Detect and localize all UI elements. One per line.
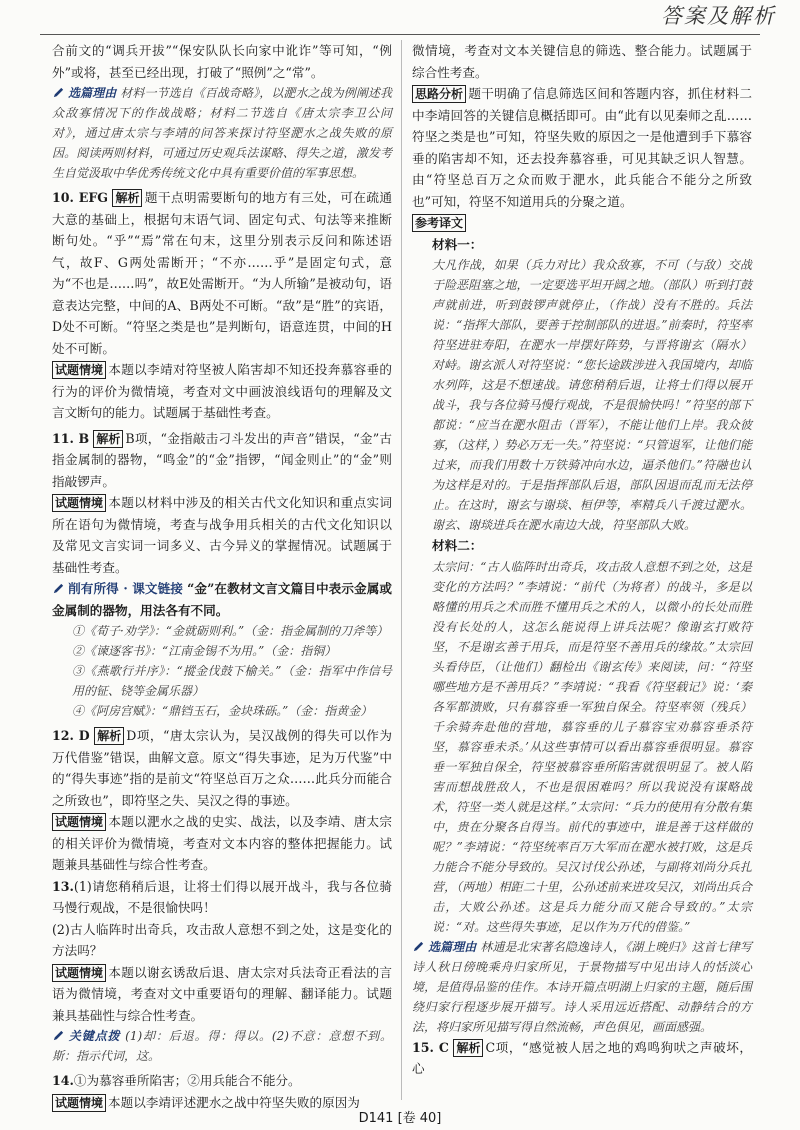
selection-reason-poem-text: 林逋是北宋著名隐逸诗人，《湖上晚归》这首七律写诗人秋日傍晚乘舟归家所见，于景物描写中见出诗人的恬淡心境，是值得品鉴的佳作。本诗开篇点明湖上归家的主题，随后围绕归家行程逐步展开描写。诗人采用远近搭配、动静结合的方法，将归家所见描写得自然流畅，声色俱见，画面感强。 [412,939,752,1034]
q15-analysis-tag: 解析 [453,1039,483,1057]
thinking-analysis-text: 题干明确了信息筛选区间和答题内容，抓住材料二中李靖回答的关键信息概括即可。由“此有以见秦师之乱……符坚之类是也”可知，符坚失败的原因之一是他遭到手下慕容垂的陷害却不知，还去投奔慕容垂，可见其缺乏识人智慧。由“符坚总百万之众而败于淝水，此兵能合不能分之所致也”可知，符坚不知道用兵的分聚之道。 [412,86,752,209]
pen-icon [52,582,65,595]
key-point-note [52,1026,392,1066]
q14-situation-text: 本题以李靖评述淝水之战中符坚失败的原因为 [108,1094,360,1110]
q12-text: D项，“唐太宗认为，吴汉战例的得失可以作为万代借鉴”错误，曲解文意。原文“得失事迹，足为万代鉴”中的“得失事迹”指的是前文“符坚总百万之众……此兵分而能合之所致也”，即符坚之失、吴汉之得的事迹。 [52,728,392,808]
q14-situation-tag: 试题情境 [52,1094,106,1112]
pen-icon [52,1029,65,1042]
header-rule [40,34,760,35]
course-link-item: ④《阿房宫赋》：“鼎铛玉石，金块珠砾。”（金：指黄金） [72,704,373,718]
course-link-text: “金”在教材文言文篇目中表示金属或金属制的器物，用法各有不同。 [52,581,392,618]
key-point-label: 关键点拨 [68,1029,121,1043]
selection-reason-note [52,83,392,183]
q12-situation-text: 本题以淝水之战的史实、战法，以及李靖、唐太宗的相关评价为微情境，考查对文本内容的整体把握能力。试题兼具基础性与综合性考查。 [52,814,392,872]
material-2-title: 材料二： [432,538,483,553]
q13-answer-2: (2)古人临阵时出奇兵，攻击敌人意想不到之处，这是变化的方法吗？ [52,921,392,958]
q13-situation-text: 本题以谢玄诱敌后退、唐太宗对兵法奇正看法的言语为微情境，考查对文中重要语句的理解、翻译能力。试题兼具基础性与综合性考查。 [52,964,392,1023]
course-link-block [52,578,392,621]
page-header-title: 答案及解析 [661,4,776,28]
thinking-analysis-tag: 思路分析 [412,85,466,103]
q12-number: 12. D [52,728,90,743]
q10-situation [52,359,392,424]
q10-situation-tag: 试题情境 [52,361,106,379]
selection-reason-label: 选篇理由 [68,86,117,100]
selection-reason-poem [412,937,752,1037]
right-paragraph-1: 微情境，考查对文本关键信息的筛选、整合能力。试题属于综合性考查。 [412,43,752,80]
q10-situation-text: 本题以李靖对符坚被人陷害却不知还投奔慕容垂的行为的评价为微情境，考查对文中画波浪线语句的理解及文言文断句的能力。试题属于基础性考查。 [52,362,392,420]
key-point-text: (1)却：后退。得：得以。(2)不意：意想不到。斯：指示代词，这。 [52,1029,392,1063]
q12-analysis-tag: 解析 [94,727,124,745]
q10-text: 题干点明需要断句的地方有三处，可在疏通大意的基础上，根据句末语气词、固定句式、句法等来推断断句处。“乎”“焉”常在句末，这里分别表示反问和陈述语气，故F、G两处需断开；“不亦……乎”是固定句式，意为“不也是……吗”，故E处需断开。“为人所输”是被动句，语意表达完整，中间的A、B两处不可断。“敌”是“胜”的宾语，D处不可断。“符坚之类是也”是判断句，语意连贯，中间的H处不可断。 [52,190,392,356]
pen-icon [52,86,65,99]
q13-number: 13. [52,878,74,894]
selection-reason-text: 材料一节选自《百战奇略》，以淝水之战为例阐述我众敌寡情况下的作战战略；材料二节选自《唐太宗李卫公问对》，通过唐太宗与李靖的问答来探讨符坚淝水之战失败的原因。阅读两则材料，可通过历史观兵法谋略、得失之道，激发考生自觉汲取中华优秀传统文化中具有重要价值的军事思想。 [52,86,392,180]
translation-tag: 参考译文 [412,214,466,232]
q11-situation [52,492,392,578]
q15-text: C项，“感觉被人居之地的鸡鸣狗吠之声破坏，心 [412,1039,752,1076]
q12-block [52,725,392,811]
q13-block [52,876,392,919]
pen-icon [412,940,425,953]
q13-answer-1: (1)请您稍稍后退，让将士们得以展开战斗，我与各位骑马慢行观战，不是很愉快吗！ [52,878,392,915]
q14-number: 14. [52,1073,74,1088]
q12-situation [52,811,392,876]
q14-block [52,1070,392,1092]
page-number: D141 [卷 40] [358,1111,442,1126]
right-column [412,40,752,1100]
q11-analysis-tag: 解析 [93,430,123,448]
q10-analysis-tag: 解析 [112,189,142,207]
q15-number: 15. C [412,1039,449,1055]
q11-situation-tag: 试题情境 [52,494,106,512]
course-link-item: ①《荀子·劝学》：“金就砺则利。”（金：指金属制的刀斧等） [72,624,389,638]
q11-block [52,428,392,493]
material-1-text: 大凡作战，如果（兵力对比）我众敌寡，不可（与敌）交战于险恶阻塞之地，一定要选平坦开阔之地。（部队）听到打鼓声就前进，听到鼓锣声就停止，（作战）没有不胜的。兵法说：“指挥大部队，要善于控制部队的进退。”前秦时，符坚率符坚进驻寿阳，在淝水一岸摆好阵势，与晋将谢玄（隔水）对峙。谢玄派人对符坚说：“您长途跋涉进入我国境内，却临水列阵，这是不想速战。请您稍稍后退，让将士们得以展开战斗，我与各位骑马慢行观战，不是很愉快吗！”符坚的部下都说：“应当在淝水阻击（晋军），不能让他们上岸。我众彼寡，（这样，）势必万无一失。”符坚说：“只管退军，让他们能过来，而我们用数十万铁骑冲向水边，逼杀他们。”符融也认为这样是对的。于是指挥部队后退，部队因退而乱而无法停止。在这时，谢玄与谢琰、桓伊等，率精兵八千渡过淝水。谢玄、谢琰进兵在淝水南边大战，符坚部队大败。 [432,258,752,532]
q13-situation-tag: 试题情境 [52,964,106,982]
material-2-text: 太宗问：“古人临阵时出奇兵，攻击敌人意想不到之处，这是变化的方法吗？”李靖说：“前代（为将者）的战斗，多是以略懂的用兵之术而胜不懂用兵之术的人，以微小的长处而胜没有长处的人，这怎么能说得上讲兵法呢？像谢玄打败符坚，不是谢玄善于用兵，而是符坚不善用兵的缘故。”太宗回头看侍臣，（让他们）翻检出《谢玄传》来阅读，问：“符坚哪些地方是不善用兵？”李靖说：“我看《符坚载记》说：‘秦各军都溃败，只有慕容垂一军独自保全。符坚率领（残兵）千余骑奔赴他的营地，慕容垂的儿子慕容宝劝慕容垂杀符坚，慕容垂未杀。’从这些事情可以看出慕容垂很明显。慕容垂一军独自保全，符坚被慕容垂所陷害就很明显了。被人陷害而想战胜敌人，不也是很困难吗？所以我说没有谋略战术，符坚一类人就是这样。”太宗问：“兵力的使用有分散有集中，贵在分聚各自得当。前代的事迹中，谁是善于这样做的呢？”李靖说：“符坚统率百万大军而在淝水被打败，这是兵力能合不能分导致的。吴汉讨伐公孙述，与副将刘尚分兵扎营，（两地）相距二十里，公孙述前来进攻吴汉，刘尚出兵合击，大败公孙述。这是兵力能分而又能合导致的。”太宗说：“对。这些得失事迹，足以作为万代的借鉴。” [432,559,752,934]
q14-text: ①为慕容垂所陷害；②用兵能合不能分。 [73,1073,301,1088]
left-paragraph-1: 合前文的“调兵开拔”“保安队队长向家中讹诈”等可知，“例外”或将，甚至已经出现，打破了“照例”之“常”。 [52,43,392,80]
material-1-title: 材料一： [432,236,483,252]
q11-text: B项，“金指敲击刁斗发出的声音”错误，“金”古指金属制的器物，“鸣金”的“金”指锣，“闻金则止”的“金”则指敲锣声。 [52,430,392,489]
q12-situation-tag: 试题情境 [52,813,106,831]
selection-reason-poem-label: 选篇理由 [428,939,477,954]
thinking-analysis [412,83,752,212]
course-link-label: 削有所得 · 课文链接 [68,581,183,596]
q15-block [412,1037,752,1080]
q10-number: 10. EFG [52,190,109,205]
q11-situation-text: 本题以材料中涉及的相关古代文化知识和重点实词所在语句为微情境，考查与战争用兵相关的古代文化知识以及常见文言实词一词多义、古今异义的掌握情况。试题属于基础性考查。 [52,495,392,575]
course-link-item: ③《燕歌行并序》：“摐金伐鼓下榆关。”（金：指军中作信号用的钲、铙等金属乐器） [72,664,392,698]
left-column [52,40,392,1110]
q11-number: 11. B [52,430,90,446]
course-link-item: ②《谏逐客书》：“江南金锡不为用。”（金：指铜） [72,644,337,658]
q10-block [52,187,392,359]
translation-heading [412,212,752,234]
q13-situation [52,962,392,1027]
